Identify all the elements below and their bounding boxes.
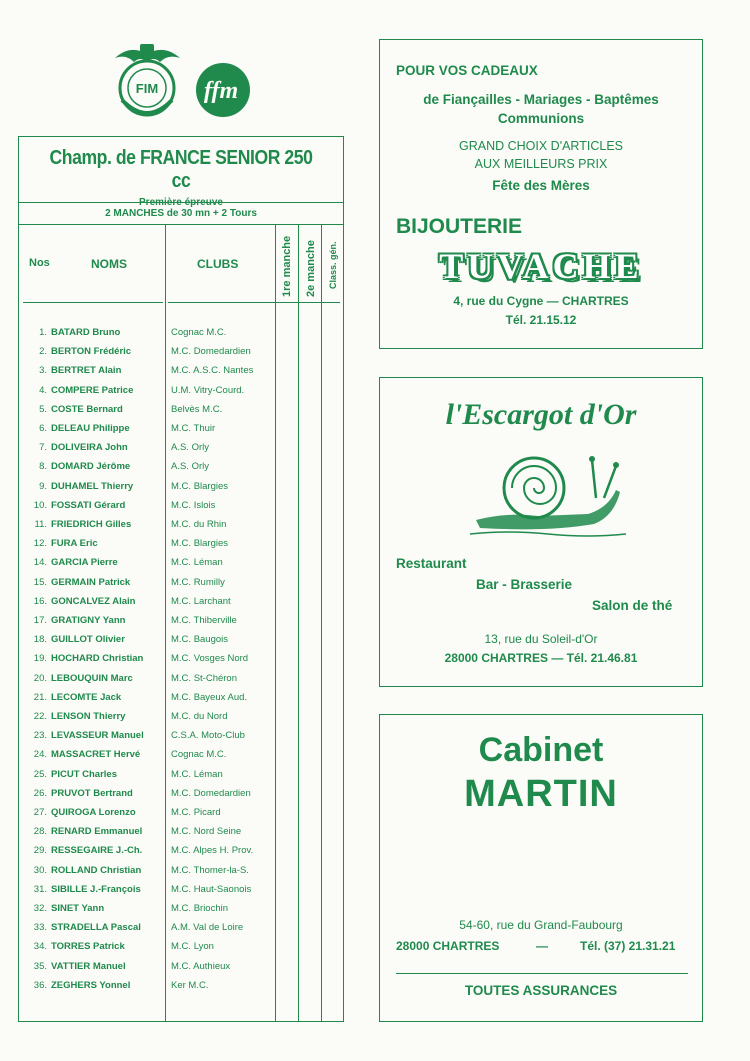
row-num: 14. xyxy=(33,557,47,569)
row-name: MASSACRET Hervé xyxy=(51,749,141,761)
row-name: STRADELLA Pascal xyxy=(51,922,141,934)
ad-footer: TOUTES ASSURANCES xyxy=(464,983,618,998)
ad-city-phone: 28000 CHARTRES — Tél. 21.46.81 xyxy=(444,651,638,665)
header-rule xyxy=(168,302,340,303)
row-num: 30. xyxy=(33,864,47,876)
row-num: 4. xyxy=(39,384,47,396)
row-club: M.C. Briochin xyxy=(171,903,229,914)
row-num: 33. xyxy=(33,922,47,934)
row-club: M.C. Bayeux Aud. xyxy=(171,691,248,703)
row-num: 32. xyxy=(33,903,47,914)
row-num: 34. xyxy=(33,941,47,953)
row-club: A.S. Orly xyxy=(171,461,210,473)
row-num: 5. xyxy=(39,403,47,415)
ad-address: 13, rue du Soleil-d'Or xyxy=(484,632,598,646)
row-name: SINET Yann xyxy=(51,903,105,914)
row-num: 28. xyxy=(33,826,47,838)
ad-headline: POUR VOS CADEAUX xyxy=(396,63,538,78)
brand-tuvache: TUVACHE xyxy=(439,246,643,286)
race-format: 2 MANCHES de 30 mn + 2 Tours xyxy=(19,202,343,225)
row-name: HOCHARD Christian xyxy=(51,653,144,665)
row-num: 16. xyxy=(33,595,47,607)
row-num: 25. xyxy=(33,768,47,780)
row-club: M.C. Domedardien xyxy=(171,346,251,358)
row-name: LEVASSEUR Manuel xyxy=(51,730,144,742)
row-num: 9. xyxy=(39,480,47,492)
ad-prices: AUX MEILLEURS PRIX xyxy=(474,157,608,171)
row-club: M.C. du Nord xyxy=(171,711,228,722)
ad-phone: Tél. (37) 21.31.21 xyxy=(580,939,676,953)
ad-cabinet-martin xyxy=(379,714,703,1022)
row-club: M.C. Thomer-la-S. xyxy=(171,864,249,876)
row-name: GRATIGNY Yann xyxy=(51,615,126,626)
ad-choice: GRAND CHOIX D'ARTICLES xyxy=(459,139,623,153)
column-divider xyxy=(298,225,299,1021)
row-name: SIBILLE J.-François xyxy=(51,883,141,895)
row-club: M.C. Islois xyxy=(171,499,216,511)
row-name: LEBOUQUIN Marc xyxy=(51,672,133,684)
row-num: 27. xyxy=(33,807,47,818)
row-num: 35. xyxy=(33,960,47,972)
row-club: M.C. Lyon xyxy=(171,941,214,953)
ad-occasions: de Fiançailles - Mariages - Baptêmes xyxy=(423,92,659,107)
row-num: 26. xyxy=(33,787,47,799)
ad-bar: Bar - Brasserie xyxy=(476,577,573,592)
row-club: M.C. Léman xyxy=(171,768,223,780)
row-name: TORRES Patrick xyxy=(51,941,125,953)
row-name: COSTE Bernard xyxy=(51,403,123,415)
row-num: 12. xyxy=(33,538,47,550)
results-table xyxy=(18,136,344,1022)
row-name: DELEAU Philippe xyxy=(51,423,130,434)
row-club: M.C. Nord Seine xyxy=(171,826,242,838)
row-club: M.C. Baugois xyxy=(171,634,229,646)
row-num: 19. xyxy=(33,653,47,665)
row-club: M.C. Haut-Saonois xyxy=(171,883,252,895)
federation-logos xyxy=(110,40,270,125)
row-num: 29. xyxy=(33,845,47,857)
row-club: M.C. Blargies xyxy=(171,480,229,492)
ad-address: 54-60, rue du Grand-Faubourg xyxy=(459,918,623,932)
row-club: A.M. Val de Loire xyxy=(171,922,244,934)
ad-phone: Tél. 21.15.12 xyxy=(505,313,577,327)
header-rule xyxy=(23,302,163,303)
row-club: Belvès M.C. xyxy=(171,403,223,415)
row-name: RESSEGAIRE J.-Ch. xyxy=(51,845,143,857)
ad-cabinet-line2: MARTIN xyxy=(464,773,618,815)
row-name: BATARD Bruno xyxy=(51,327,121,338)
column-header-names: NOMS xyxy=(91,257,127,271)
row-club: M.C. Domedardien xyxy=(171,787,251,799)
row-club: M.C. Authieux xyxy=(171,960,231,972)
row-num: 2. xyxy=(39,346,47,358)
row-name: FRIEDRICH Gilles xyxy=(51,519,132,530)
row-name: GUILLOT Olivier xyxy=(51,634,125,646)
row-num: 7. xyxy=(39,442,47,454)
row-name: GARCIA Pierre xyxy=(51,557,118,569)
ad-city: 28000 CHARTRES xyxy=(396,939,500,953)
column-header-number: Nos xyxy=(29,257,50,269)
row-club: Ker M.C. xyxy=(171,979,209,991)
column-header-manche1: 1re manche xyxy=(281,235,293,297)
column-header-classement: Class. gén. xyxy=(328,241,338,289)
ad-mothers-day: Fête des Mères xyxy=(492,178,590,193)
row-num: 23. xyxy=(33,730,47,742)
row-club: Cognac M.C. xyxy=(171,327,227,338)
row-name: PRUVOT Bertrand xyxy=(51,787,133,799)
row-num: 24. xyxy=(33,749,47,761)
row-num: 6. xyxy=(39,423,47,434)
row-num: 17. xyxy=(33,615,47,626)
ad-restaurant: Restaurant xyxy=(396,556,467,571)
row-name: COMPERE Patrice xyxy=(51,384,134,396)
brand-escargot: l'Escargot d'Or xyxy=(445,398,637,431)
ad-escargot-dor xyxy=(379,377,703,687)
ad-bijouterie-tuvache xyxy=(379,39,703,349)
row-club: C.S.A. Moto-Club xyxy=(171,730,245,742)
row-num: 8. xyxy=(39,461,47,473)
row-num: 1. xyxy=(39,327,47,338)
column-divider xyxy=(165,225,166,1021)
row-club: M.C. Léman xyxy=(171,557,223,569)
ad-dash: — xyxy=(536,939,548,953)
ad-occasions-2: Communions xyxy=(497,111,585,126)
row-club: M.C. Alpes H. Prov. xyxy=(171,845,254,857)
row-club: M.C. du Rhin xyxy=(171,519,227,530)
row-num: 11. xyxy=(34,519,47,530)
row-club: A.S. Orly xyxy=(171,442,210,454)
column-divider xyxy=(321,225,322,1021)
row-name: DOMARD Jérôme xyxy=(51,461,131,473)
row-name: RENARD Emmanuel xyxy=(51,826,143,838)
svg-text:FIM: FIM xyxy=(135,81,159,96)
row-num: 31. xyxy=(33,883,47,895)
row-club: M.C. Picard xyxy=(171,807,221,818)
row-num: 36. xyxy=(33,979,47,991)
row-name: BERTON Frédéric xyxy=(51,346,132,358)
row-name: GERMAIN Patrick xyxy=(51,576,131,588)
row-club: Cognac M.C. xyxy=(171,749,227,761)
row-name: DUHAMEL Thierry xyxy=(51,480,134,492)
row-club: M.C. Vosges Nord xyxy=(171,653,249,665)
column-divider xyxy=(275,225,276,1021)
row-club: U.M. Vitry-Courd. xyxy=(171,384,245,396)
row-name: GONCALVEZ Alain xyxy=(51,595,136,607)
row-name: LENSON Thierry xyxy=(51,711,126,722)
snail-illustration xyxy=(468,450,628,540)
row-num: 21. xyxy=(33,691,47,703)
row-name: VATTIER Manuel xyxy=(51,960,126,972)
row-club: M.C. Blargies xyxy=(171,538,229,550)
row-num: 3. xyxy=(39,365,47,377)
row-name: FOSSATI Gérard xyxy=(51,499,126,511)
row-name: BERTRET Alain xyxy=(51,365,122,377)
row-name: DOLIVEIRA John xyxy=(51,442,128,454)
row-name: FURA Eric xyxy=(51,538,98,550)
row-name: ROLLAND Christian xyxy=(51,864,142,876)
championship-title: Champ. de FRANCE SENIOR 250 cc xyxy=(49,147,313,192)
ad-divider xyxy=(396,973,688,974)
row-num: 10. xyxy=(33,499,47,511)
row-club: M.C. Thuir xyxy=(171,423,216,434)
row-name: QUIROGA Lorenzo xyxy=(51,807,136,818)
row-club: M.C. Thiberville xyxy=(171,615,237,626)
row-name: LECOMTE Jack xyxy=(51,691,122,703)
fim-logo xyxy=(110,40,185,122)
ad-heading: BIJOUTERIE xyxy=(396,215,523,238)
row-name: ZEGHERS Yonnel xyxy=(51,979,131,991)
row-club: M.C. Larchant xyxy=(171,595,231,607)
row-name: PICUT Charles xyxy=(51,768,117,780)
svg-text:ffm: ffm xyxy=(203,78,239,104)
row-num: 22. xyxy=(33,711,47,722)
row-num: 18. xyxy=(33,634,47,646)
row-club: M.C. St-Chéron xyxy=(171,672,237,684)
ad-cabinet-line1: Cabinet xyxy=(478,731,604,769)
ffm-logo xyxy=(190,62,252,118)
ad-salon: Salon de thé xyxy=(592,598,673,613)
column-header-clubs: CLUBS xyxy=(197,257,239,271)
row-num: 15. xyxy=(33,576,47,588)
ad-address: 4, rue du Cygne — CHARTRES xyxy=(453,294,629,308)
column-header-manche2: 2e manche xyxy=(305,240,317,297)
championship-subtitle: Première épreuve xyxy=(139,197,223,208)
row-club: M.C. Rumilly xyxy=(171,576,225,588)
row-num: 20. xyxy=(33,672,47,684)
row-club: M.C. A.S.C. Nantes xyxy=(171,365,254,377)
